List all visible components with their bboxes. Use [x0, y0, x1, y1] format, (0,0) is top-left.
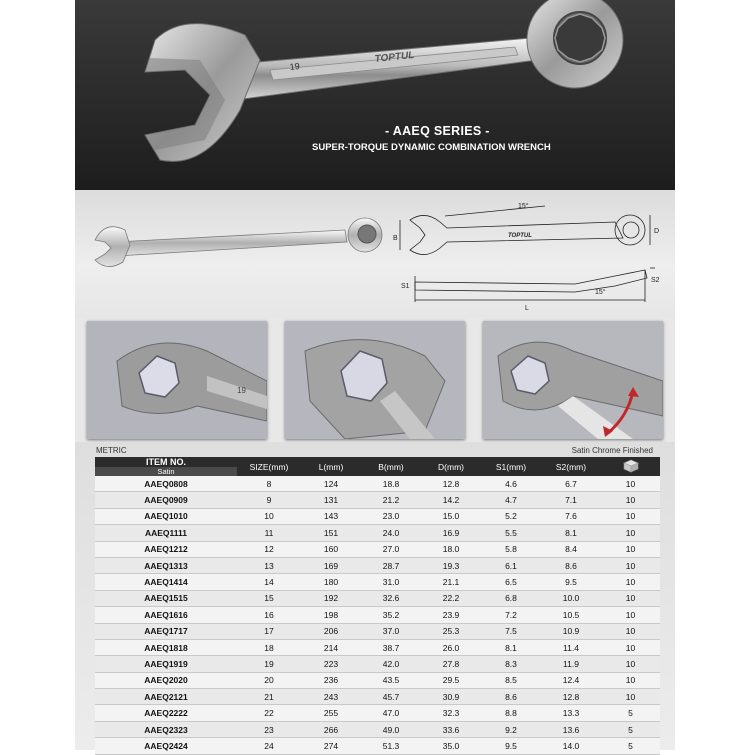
cell-size: 12 [237, 541, 301, 557]
cell-b: 47.0 [361, 705, 421, 721]
cell-l: 198 [301, 607, 361, 623]
dim-label-s1: S1 [401, 283, 410, 290]
cell-s1: 4.7 [481, 492, 541, 508]
table-row [95, 623, 660, 639]
cell-item-no: AAEQ1111 [95, 525, 237, 541]
cell-d: 15.0 [421, 508, 481, 524]
cell-b: 45.7 [361, 689, 421, 705]
cell-d: 12.8 [421, 476, 481, 492]
cell-s2: 9.5 [541, 574, 601, 590]
cell-s2: 10.9 [541, 623, 601, 639]
cell-box-qty: 10 [601, 508, 660, 524]
cell-s1: 5.2 [481, 508, 541, 524]
cell-box-qty: 5 [601, 738, 660, 754]
cell-l: 223 [301, 656, 361, 672]
cell-item-no: AAEQ1515 [95, 590, 237, 606]
box-icon [622, 459, 640, 473]
cell-s1: 9.2 [481, 721, 541, 737]
cell-size: 18 [237, 639, 301, 655]
table-row [95, 541, 660, 557]
cell-l: 255 [301, 705, 361, 721]
hero-wrench-image [75, 0, 675, 190]
cell-box-qty: 5 [601, 721, 660, 737]
cell-d: 14.2 [421, 492, 481, 508]
header-l: L(mm) [301, 457, 361, 476]
cell-s1: 7.2 [481, 607, 541, 623]
feature-photo-1 [87, 321, 267, 439]
cell-l: 266 [301, 721, 361, 737]
table-row [95, 672, 660, 688]
cell-d: 19.3 [421, 557, 481, 573]
technical-drawing [75, 190, 675, 318]
cell-s1: 7.5 [481, 623, 541, 639]
table-row [95, 574, 660, 590]
cell-item-no: AAEQ0909 [95, 492, 237, 508]
cell-d: 25.3 [421, 623, 481, 639]
feature-photo-2 [285, 321, 465, 439]
cell-box-qty: 10 [601, 590, 660, 606]
cell-s1: 8.5 [481, 672, 541, 688]
cell-s2: 12.4 [541, 672, 601, 688]
cell-b: 18.8 [361, 476, 421, 492]
technical-drawing-band [75, 190, 675, 318]
header-size: SIZE(mm) [237, 457, 301, 476]
cell-d: 18.0 [421, 541, 481, 557]
cell-d: 22.2 [421, 590, 481, 606]
cell-d: 29.5 [421, 672, 481, 688]
feature-photo-3 [483, 321, 663, 439]
cell-l: 143 [301, 508, 361, 524]
cell-s2: 10.5 [541, 607, 601, 623]
cell-box-qty: 10 [601, 607, 660, 623]
cell-size: 17 [237, 623, 301, 639]
cell-box-qty: 10 [601, 672, 660, 688]
cell-item-no: AAEQ2424 [95, 738, 237, 754]
cell-d: 30.9 [421, 689, 481, 705]
cell-size: 16 [237, 607, 301, 623]
angle-label-side: 15° [595, 289, 606, 296]
table-row [95, 508, 660, 524]
cell-box-qty: 10 [601, 574, 660, 590]
cell-b: 49.0 [361, 721, 421, 737]
cell-d: 33.6 [421, 721, 481, 737]
cell-l: 151 [301, 525, 361, 541]
dim-label-b: B [393, 235, 398, 242]
wrench-photo [95, 218, 382, 267]
cell-item-no: AAEQ1616 [95, 607, 237, 623]
cell-s1: 5.8 [481, 541, 541, 557]
table-row [95, 590, 660, 606]
cell-l: 131 [301, 492, 361, 508]
cell-box-qty: 10 [601, 557, 660, 573]
cell-s2: 6.7 [541, 476, 601, 492]
cell-s2: 14.0 [541, 738, 601, 754]
cell-s2: 13.3 [541, 705, 601, 721]
cell-b: 21.2 [361, 492, 421, 508]
dimension-drawing-side [415, 268, 655, 302]
hero-banner [75, 0, 675, 190]
cell-item-no: AAEQ1313 [95, 557, 237, 573]
cell-box-qty: 10 [601, 656, 660, 672]
cell-l: 169 [301, 557, 361, 573]
spec-table-area [75, 442, 675, 750]
cell-box-qty: 5 [601, 705, 660, 721]
cell-item-no: AAEQ1818 [95, 639, 237, 655]
cell-item-no: AAEQ1010 [95, 508, 237, 524]
cell-item-no: AAEQ2020 [95, 672, 237, 688]
photo-size-mark: 19 [237, 386, 246, 395]
hero-size-mark: 19 [289, 60, 301, 72]
cell-d: 32.3 [421, 705, 481, 721]
cell-l: 274 [301, 738, 361, 754]
cell-b: 32.6 [361, 590, 421, 606]
table-row [95, 557, 660, 573]
cell-s2: 7.6 [541, 508, 601, 524]
table-header-row [95, 457, 660, 476]
cell-size: 14 [237, 574, 301, 590]
cell-size: 9 [237, 492, 301, 508]
cell-s2: 11.9 [541, 656, 601, 672]
cell-b: 43.5 [361, 672, 421, 688]
cell-item-no: AAEQ2323 [95, 721, 237, 737]
cell-box-qty: 10 [601, 525, 660, 541]
cell-item-no: AAEQ1919 [95, 656, 237, 672]
cell-box-qty: 10 [601, 689, 660, 705]
cell-s1: 6.8 [481, 590, 541, 606]
cell-item-no: AAEQ1414 [95, 574, 237, 590]
table-row [95, 705, 660, 721]
cell-box-qty: 10 [601, 541, 660, 557]
cell-l: 206 [301, 623, 361, 639]
cell-s2: 8.4 [541, 541, 601, 557]
cell-b: 31.0 [361, 574, 421, 590]
table-row [95, 476, 660, 492]
feature-photo-strip [75, 318, 675, 442]
cell-size: 8 [237, 476, 301, 492]
cell-s2: 12.8 [541, 689, 601, 705]
cell-size: 22 [237, 705, 301, 721]
header-item-no [95, 457, 237, 476]
cell-size: 23 [237, 721, 301, 737]
cell-size: 24 [237, 738, 301, 754]
cell-d: 16.9 [421, 525, 481, 541]
cell-box-qty: 10 [601, 623, 660, 639]
table-row [95, 607, 660, 623]
hero-brand-mark: TOPTUL [374, 49, 415, 65]
dimension-drawing-top [400, 206, 650, 255]
cell-item-no: AAEQ1212 [95, 541, 237, 557]
dim-label-d: D [654, 228, 660, 235]
cell-box-qty: 10 [601, 639, 660, 655]
cell-size: 11 [237, 525, 301, 541]
table-row [95, 656, 660, 672]
header-s2: S2(mm) [541, 457, 601, 476]
drawing-brand-mark: TOPTUL [508, 233, 532, 239]
cell-b: 38.7 [361, 639, 421, 655]
cell-b: 27.0 [361, 541, 421, 557]
cell-size: 15 [237, 590, 301, 606]
cell-d: 35.0 [421, 738, 481, 754]
table-row [95, 639, 660, 655]
cell-s2: 10.0 [541, 590, 601, 606]
cell-s1: 6.1 [481, 557, 541, 573]
cell-size: 19 [237, 656, 301, 672]
cell-s1: 9.5 [481, 738, 541, 754]
cell-s1: 5.5 [481, 525, 541, 541]
cell-b: 28.7 [361, 557, 421, 573]
cell-size: 13 [237, 557, 301, 573]
cell-s1: 8.3 [481, 656, 541, 672]
cell-s2: 11.4 [541, 639, 601, 655]
cell-item-no: AAEQ1717 [95, 623, 237, 639]
table-row [95, 689, 660, 705]
series-subtitle: SUPER-TORQUE DYNAMIC COMBINATION WRENCH [312, 142, 551, 153]
cell-d: 23.9 [421, 607, 481, 623]
cell-l: 180 [301, 574, 361, 590]
cell-s1: 8.1 [481, 639, 541, 655]
header-b: B(mm) [361, 457, 421, 476]
cell-b: 51.3 [361, 738, 421, 754]
cell-s2: 8.1 [541, 525, 601, 541]
header-d: D(mm) [421, 457, 481, 476]
table-row [95, 738, 660, 754]
cell-size: 21 [237, 689, 301, 705]
cell-b: 37.0 [361, 623, 421, 639]
cell-s1: 4.6 [481, 476, 541, 492]
cell-item-no: AAEQ2121 [95, 689, 237, 705]
cell-b: 35.2 [361, 607, 421, 623]
cell-size: 20 [237, 672, 301, 688]
cell-s1: 6.5 [481, 574, 541, 590]
table-row [95, 525, 660, 541]
cell-l: 214 [301, 639, 361, 655]
cell-l: 192 [301, 590, 361, 606]
table-row [95, 492, 660, 508]
cell-d: 26.0 [421, 639, 481, 655]
series-title: - AAEQ SERIES - [385, 124, 490, 138]
cell-d: 27.8 [421, 656, 481, 672]
cell-s2: 13.6 [541, 721, 601, 737]
cell-item-no: AAEQ0808 [95, 476, 237, 492]
cell-l: 124 [301, 476, 361, 492]
header-satin-label: Satin [95, 467, 237, 476]
header-box-qty [601, 457, 660, 476]
dim-label-l: L [525, 305, 529, 312]
header-item-label: ITEM NO. [146, 456, 186, 467]
cell-l: 160 [301, 541, 361, 557]
cell-size: 10 [237, 508, 301, 524]
metric-label: METRIC [96, 446, 127, 455]
cell-s1: 8.8 [481, 705, 541, 721]
cell-box-qty: 10 [601, 476, 660, 492]
cell-b: 24.0 [361, 525, 421, 541]
cell-b: 23.0 [361, 508, 421, 524]
angle-label-top: 15° [518, 203, 529, 210]
finish-label: Satin Chrome Finished [571, 446, 653, 455]
cell-d: 21.1 [421, 574, 481, 590]
dim-label-s2: S2 [651, 277, 660, 284]
cell-item-no: AAEQ2222 [95, 705, 237, 721]
cell-s2: 7.1 [541, 492, 601, 508]
cell-l: 243 [301, 689, 361, 705]
cell-s2: 8.6 [541, 557, 601, 573]
cell-s1: 8.6 [481, 689, 541, 705]
spec-table [95, 457, 660, 755]
cell-l: 236 [301, 672, 361, 688]
table-row [95, 721, 660, 737]
cell-box-qty: 10 [601, 492, 660, 508]
cell-b: 42.0 [361, 656, 421, 672]
header-s1: S1(mm) [481, 457, 541, 476]
